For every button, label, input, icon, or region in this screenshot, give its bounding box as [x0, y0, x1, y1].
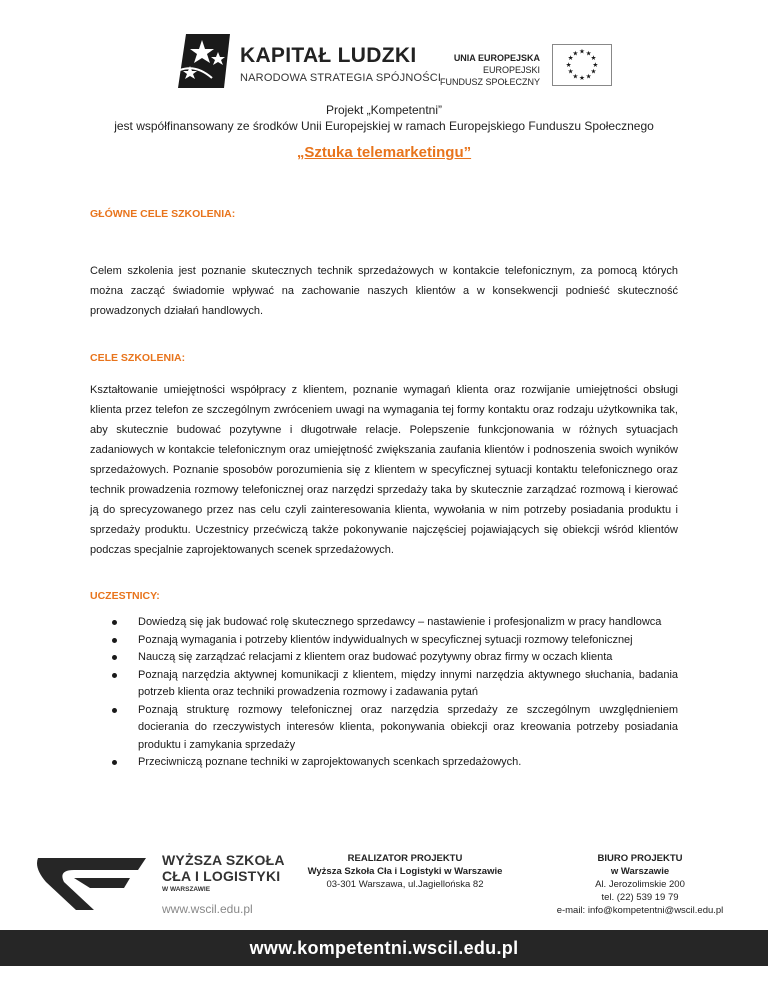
svg-text:★: ★	[579, 47, 585, 56]
list-item	[112, 702, 678, 755]
realizator-title: REALIZATOR PROJEKTU	[347, 853, 463, 864]
eu-label	[420, 52, 540, 88]
bullet-icon	[112, 708, 117, 713]
school-name-line3: W WARSZAWIE	[162, 886, 211, 893]
list-item-text: Nauczą się zarządzać relacjami z klientem oraz budować pozytywny obraz firmy w oczach klienta	[138, 651, 613, 663]
project-url[interactable]: www.kompetentni.wscil.edu.pl	[249, 938, 519, 958]
svg-text:★: ★	[585, 49, 592, 58]
office-title: BIURO PROJEKTU	[597, 853, 683, 864]
realizator-name: Wyższa Szkoła Cła i Logistyki w Warszawie	[307, 866, 503, 877]
list-item	[112, 649, 678, 667]
office-city: w Warszawie	[610, 866, 670, 877]
list-item	[112, 754, 678, 772]
svg-text:★: ★	[592, 60, 599, 69]
participants-list	[112, 614, 678, 772]
list-item-text: Przeciwniczą poznane techniki w zaprojektowanych scenkach sprzedażowych.	[138, 756, 522, 768]
main-goals-text: Celem szkolenia jest poznanie skutecznych technik sprzedażowych w kontakcie telefonicznym, za pomocą których można zacząć świadomie wpływać na zachowanie naszych klientów a w konsekwencji podnieść skuteczność prowadzonych działań handlowych.	[90, 265, 678, 317]
eu-flag-icon	[552, 44, 612, 86]
participants-heading: UCZESTNICY:	[90, 590, 160, 602]
list-item-text: Dowiedzą się jak budować rolę skutecznego sprzedawcy – nastawienie i profesjonalizm w pracy handlowca	[138, 616, 662, 628]
bullet-icon	[112, 760, 117, 765]
project-office	[540, 852, 740, 917]
school-name-line2: CŁA I LOGISTYKI	[162, 868, 281, 884]
list-item	[112, 632, 678, 650]
eu-label-line2: EUROPEJSKI	[482, 65, 540, 75]
svg-text:★: ★	[572, 49, 579, 58]
bullet-icon	[112, 620, 117, 625]
office-phone: tel. (22) 539 19 79	[601, 892, 679, 903]
bullet-icon	[112, 655, 117, 660]
svg-text:★: ★	[579, 74, 585, 83]
office-address: Al. Jerozolimskie 200	[595, 879, 685, 890]
training-goals-heading: CELE SZKOLENIA:	[90, 352, 186, 364]
brand-subtitle: NARODOWA STRATEGIA SPÓJNOŚCI	[240, 72, 442, 84]
school-url[interactable]: www.wscil.edu.pl	[162, 902, 253, 916]
list-item	[112, 614, 678, 632]
svg-text:★: ★	[567, 54, 574, 63]
wscil-logo	[34, 848, 158, 912]
list-item	[112, 667, 678, 702]
document-title: „Sztuka telemarketingu”	[296, 144, 472, 161]
bullet-icon	[112, 638, 117, 643]
bullet-icon	[112, 673, 117, 678]
training-goals-text: Kształtowanie umiejętności współpracy z klientem, poznanie wymagań klienta oraz rozwijanie umiejętności obsługi klienta przez telefon ze szczególnym zwróceniem uwagi na wymagania tej formy kontaktu oraz rodzaju użytkownika tak, aby skutecznie budować pozytywne i długotrwałe relacje. Polepszenie funkcjonowania w różnych sytuacjach zadaniowych w kontakcie telefonicznym oraz umiejętność zwiększania zaufania klientów i podnoszenia swoich wyników sprzedażowych. Poznanie sposobów porozumienia się z klientem w specyficznej sytuacji kontaktu telefonicznego oraz technik prowadzenia rozmowy telefonicznej oraz narzędzi sprzedaży taka by skutecznie zarządzać rozmową i kierować ją do sprecyzowanego przez nas celu czyli zainteresowania klienta, wywołania w nim potrzeby posiadania produktu i sprzedaży produktu. Uczestnicy przećwiczą także pokonywanie najczęściej pojawiających się obiekcji wśród klientów podczas specjalnie zaprojektowanych scenek sprzedażowych.	[90, 384, 678, 556]
svg-text:★: ★	[567, 67, 574, 76]
list-item-text: Poznają narzędzia aktywnej komunikacji z klientem, między innymi narzędzia aktywnego słuchania, badania potrzeb klienta oraz techniki prowadzenia rozmowy i zadawania pytań	[138, 668, 678, 698]
main-goals-heading: GŁÓWNE CELE SZKOLENIA:	[90, 208, 236, 220]
svg-text:★: ★	[565, 60, 572, 69]
svg-text:★: ★	[585, 72, 592, 81]
project-funding-note: jest współfinansowany ze środków Unii Europejskiej w ramach Europejskiego Funduszu Społecznego	[114, 119, 654, 133]
kapital-ludzki-logo	[172, 30, 236, 94]
eu-label-line1: UNIA EUROPEJSKA	[453, 53, 540, 63]
brand-title: KAPITAŁ LUDZKI	[240, 44, 417, 67]
svg-text:★: ★	[590, 67, 597, 76]
realizator-address: 03-301 Warszawa, ul.Jagiellońska 82	[326, 879, 484, 890]
eu-label-line3: FUNDUSZ SPOŁECZNY	[439, 77, 540, 87]
project-name: Projekt „Kompetentni”	[325, 103, 443, 117]
list-item-text: Poznają wymagania i potrzeby klientów indywidualnych w specyficznej sytuacji rozmowy telefonicznej	[138, 633, 633, 646]
svg-text:★: ★	[572, 72, 579, 81]
list-item-text: Poznają strukturę rozmowy telefonicznej oraz narzędzia sprzedaży ze szczególnym uwzględnieniem docierania do rzeczywistych interesów klienta, pokonywania obiekcji oraz kreowania potrzeby posiadania produktu i zamykania sprzedaży	[138, 703, 678, 751]
school-name-line1: WYŻSZA SZKOŁA	[162, 852, 285, 868]
office-email[interactable]: e-mail: info@kompetentni@wscil.edu.pl	[556, 905, 724, 916]
svg-text:★: ★	[590, 54, 597, 63]
project-realizator	[290, 852, 520, 891]
